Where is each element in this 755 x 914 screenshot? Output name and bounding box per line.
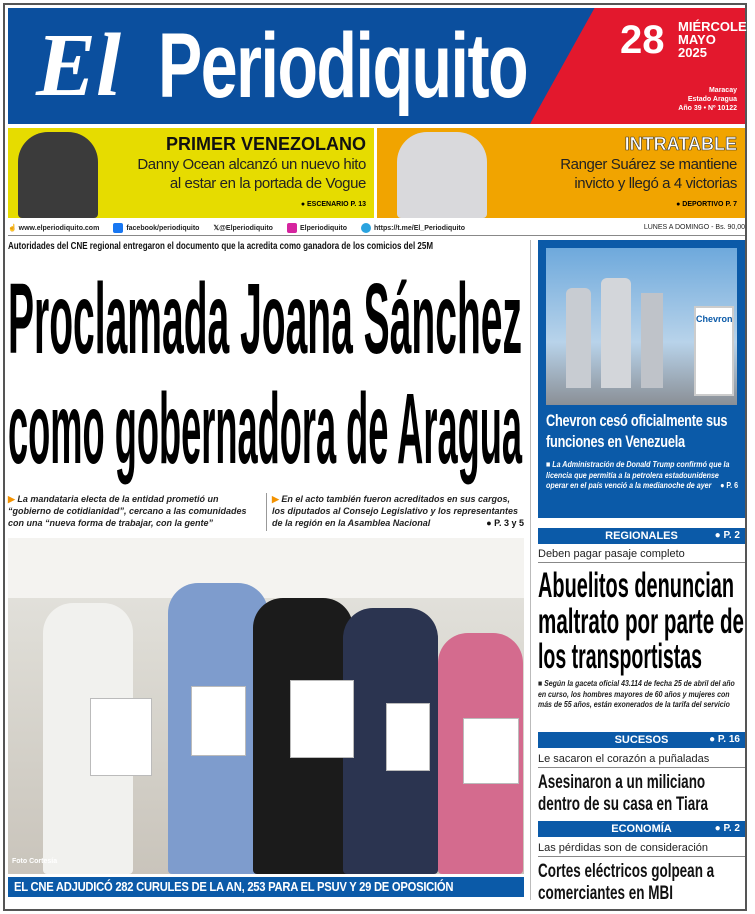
x-link[interactable]: 𝕏@Elperiodiquito <box>213 224 273 232</box>
photo-credit: Foto Cortesía <box>12 858 58 865</box>
date-day: 28 <box>620 18 665 62</box>
instagram-link[interactable]: Elperiodiquito <box>287 223 347 233</box>
column-divider <box>530 240 531 900</box>
edition-info: Maracay Estado Aragua Año 39 • Nº 10122 <box>678 87 737 112</box>
refinery-photo <box>546 248 737 405</box>
main-headline[interactable] <box>6 258 528 485</box>
chevron-headline[interactable]: Chevron cesó oficialmente sus funciones en Venezuela <box>546 411 728 451</box>
facebook-icon <box>113 223 123 233</box>
svg-text:los transportistas: los transportistas <box>538 637 702 676</box>
chevron-sign: Chevron <box>694 306 734 396</box>
section-economia[interactable]: ECONOMÍA ● P. 2 <box>538 821 745 837</box>
price: LUNES A DOMINGO - Bs. 90,00 <box>643 224 745 231</box>
certificate <box>191 686 246 756</box>
main-kicker: Autoridades del CNE regional entregaron el documento que la acredita como ganadora de los comicios del 25M <box>8 241 433 252</box>
regionales-subhead: Deben pagar pasaje completo <box>538 548 745 563</box>
logo-el: El <box>36 16 122 115</box>
web-link[interactable]: ☝ www.elperiodiquito.com <box>8 224 100 232</box>
svg-text:Abuelitos denuncian: Abuelitos denuncian <box>538 566 734 605</box>
certificate <box>386 703 430 771</box>
danny-ocean-photo <box>18 132 98 218</box>
x-icon: 𝕏 <box>213 224 220 232</box>
section-sucesos[interactable]: SUCESOS ● P. 16 <box>538 732 745 748</box>
chevron-body: ■ La Administración de Donald Trump confirmó que la licencia que permitía a la petrolera estadounidense operar en el país venció a la medianoche de ayer ● P. 6 <box>546 459 739 490</box>
pointer-icon: ☝ <box>8 224 19 232</box>
date-text: MIÉRCOLES MAYO 2025 <box>678 19 755 60</box>
svg-text:maltrato por parte de: maltrato por parte de <box>538 602 744 641</box>
deck-divider <box>266 493 267 531</box>
instagram-icon <box>287 223 297 233</box>
tent-roof <box>8 538 524 598</box>
teaser-escenario[interactable]: PRIMER VENEZOLANO Danny Ocean alcanzó un nuevo hito al estar en la portada de Vogue ● ESCENARIO P. 13 <box>8 128 374 218</box>
economia-headline[interactable]: Cortes eléctricos golpean a comerciantes en MBI <box>538 861 715 904</box>
sucesos-headline[interactable]: Asesinaron a un miliciano dentro de su casa en Tiara <box>538 772 708 815</box>
headline-line-2: como gobernadora de Aragua <box>8 373 523 485</box>
chevron-story[interactable] <box>538 240 745 518</box>
telegram-link[interactable]: https://t.me/El_Periodiquito <box>361 223 465 233</box>
main-photo <box>8 538 524 874</box>
photo-caption: EL CNE ADJUDICÓ 282 CURULES DE LA AN, 253 PARA EL PSUV Y 29 DE OPOSICIÓN <box>8 877 524 897</box>
deck-1: ▶ La mandataria electa de la entidad prometió un “gobierno de cotidianidad”, cercano a las comunidades con una “nueva forma de trabajar, con la gente” <box>8 494 247 528</box>
deck-2: ▶ En el acto también fueron acreditados en sus cargos, los diputados al Consejo Legislativo y los representantes de la región en la Asamblea Nacional ● P. 3 y 5 <box>272 494 524 528</box>
teaser-deportivo[interactable]: INTRATABLE Ranger Suárez se mantiene invicto y llegó a 4 victorias ● DEPORTIVO P. 7 <box>377 128 745 218</box>
certificate <box>290 680 354 758</box>
section-regionales[interactable]: REGIONALES ● P. 2 <box>538 528 745 544</box>
social-bar <box>8 220 745 236</box>
regionales-headline[interactable] <box>538 565 748 677</box>
facebook-link[interactable]: facebook/periodiquito <box>113 223 199 233</box>
telegram-icon <box>361 223 371 233</box>
economia-subhead: Las pérdidas son de consideración <box>538 842 745 857</box>
certificate <box>90 698 152 776</box>
logo: Periodiquito <box>158 15 528 117</box>
certificate <box>463 718 519 784</box>
masthead <box>8 8 755 124</box>
sucesos-subhead: Le sacaron el corazón a puñaladas <box>538 753 745 768</box>
ranger-suarez-photo <box>397 132 487 218</box>
regionales-body: ■ Según la gaceta oficial 43.114 de fecha 25 de abril del año en curso, los hombres mayores de 60 años y mujeres con más de 55 años, están exonerados de la tarifa del servicio <box>538 679 735 709</box>
headline-line-1: Proclamada Joana Sánchez <box>8 263 522 375</box>
